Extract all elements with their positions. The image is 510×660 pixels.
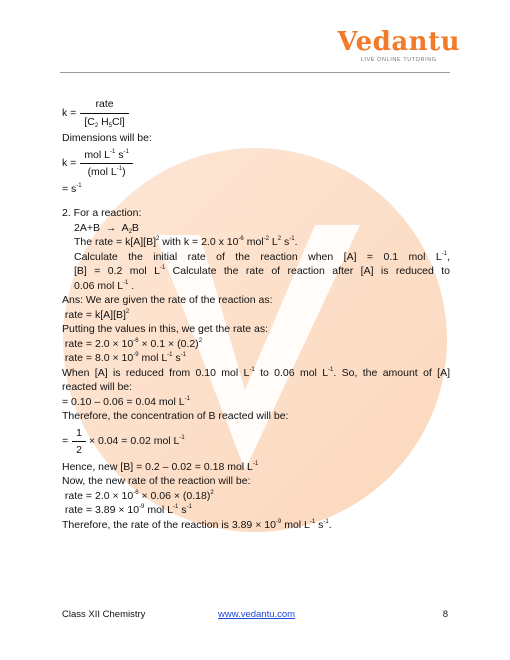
brand-wordmark: Vedantu xyxy=(337,27,460,57)
reduction-line-1: When [A] is reduced from 0.10 mol $L^{-1}$ to 0.06 mol $L^{-1}$. So, the amount of [A] xyxy=(62,366,451,379)
question-line-1: Calculate the initial rate of the reaction when [A] = 0.1 mol $L^{-1}$, xyxy=(74,250,450,263)
rate-calculation-2: rate = $2.0 \times 10^{-6} \times 0.06 \times (0.18)^2$ xyxy=(62,489,214,502)
difference-calculation: = 0.10 – 0.06 = 0.04 mol $L^{-1}$ xyxy=(62,395,190,408)
rate-law: The rate = $k[A][B]^2$ with k = 2.0 x $10^{-6}$ mol$^{-2}$ $L^2$ $s^{-1}$. xyxy=(74,236,298,248)
dimension-result: = $s^{-1}$ xyxy=(62,182,82,195)
header-rule xyxy=(60,72,450,73)
answer-intro: Ans: We are given the rate of the reaction as: xyxy=(62,294,273,306)
footer-class-label: Class XII Chemistry xyxy=(62,609,146,620)
dimensions-formula: k = $\frac{mol L^{-1} s^{-1}}{(mol L^{-1})}$ xyxy=(62,148,450,180)
b-reacted-calculation: = $\frac{1}{2}$ × 0.04 = 0.02 mol $L^{-1}$ xyxy=(62,426,185,456)
final-answer: Therefore, the rate of the reaction is $3.89 \times 10^{-9}$ mol $L^{-1}$ $s^{-1}$. xyxy=(62,518,332,531)
concentration-b-heading: Therefore, the concentration of B reacted will be: xyxy=(62,410,289,422)
rate-calculation-1: rate = $2.0 \times 10^{-6} \times 0.1 \times (0.2)^2$ xyxy=(62,337,203,350)
brand-tagline: LIVE ONLINE TUTORING xyxy=(360,57,437,63)
page-number: 8 xyxy=(442,609,448,620)
reaction-equation: $2A+B \to A_2B$ xyxy=(74,221,139,235)
page-content xyxy=(62,95,450,532)
reduction-line-2: reacted will be: xyxy=(62,381,133,393)
rate-result-1: rate = $8.0 \times 10^{-9}$ mol $L^{-1}$ $s^{-1}$ xyxy=(62,352,187,364)
rate-constant-formula: k = $\frac{\text{rate}}{[C_2 H_5Cl]}$ xyxy=(62,97,450,129)
rate-equation: rate = $k[A][B]^2$ xyxy=(62,308,130,321)
new-b-concentration: Hence, new [B] = 0.2 – 0.02 = 0.18 mol $L^{-1}$ xyxy=(62,460,259,473)
new-rate-heading: Now, the new rate of the reaction will be: xyxy=(62,475,251,487)
question-2-title: 2. For a reaction: xyxy=(62,207,142,219)
question-line-2: [B] = 0.2 mol $L^{-1}$ Calculate the rate of reaction after [A] is reduced to xyxy=(74,265,450,277)
rate-result-2: rate = $3.89 \times 10^{-9}$ mol $L^{-1}$ $s^{-1}$ xyxy=(62,504,192,516)
question-line-3: 0.06 mol $L^{-1}$ . xyxy=(74,279,135,292)
dimensions-heading: Dimensions will be: xyxy=(62,132,152,144)
vedantu-logo xyxy=(337,28,460,63)
footer-website-link[interactable]: www.vedantu.com xyxy=(218,609,296,620)
putting-values: Putting the values in this, we get the rate as: xyxy=(62,323,269,335)
